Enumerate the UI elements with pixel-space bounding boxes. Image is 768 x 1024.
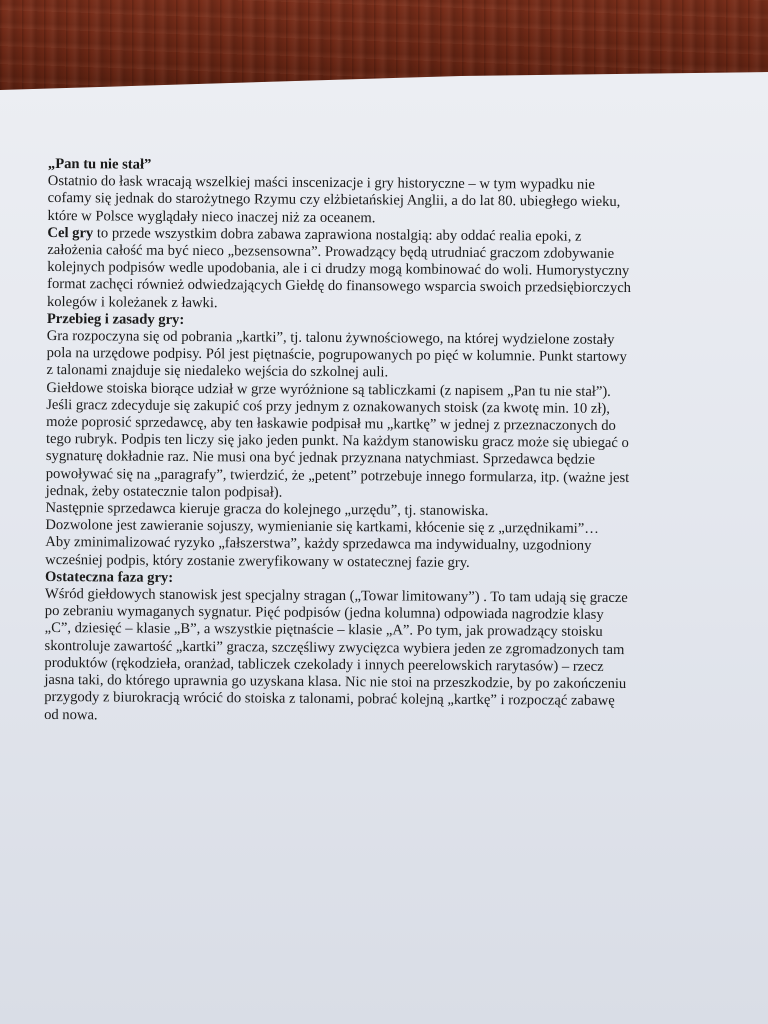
text-segment: jasna taki, do którego uprawnia go uzyskana klasa. Nic nie stoi na przeszkodzie, by po zakończeniu — [44, 672, 627, 693]
text-segment: Aby zminimalizować ryzyko „fałszerstwa”, każdy sprzedawca ma indywidualny, uzgodniony — [45, 534, 592, 555]
text-segment: Następnie sprzedawca kieruje gracza do kolejnego „urzędu”, tj. stanowiska. — [45, 500, 489, 520]
text-segment: Gra rozpoczyna się od pobrania „kartki”, tj. talonu żywnościowego, na której wydzielone zostały — [46, 328, 615, 348]
text-segment: po zebraniu wymaganych sygnatur. Pięć podpisów (jedna kolumna) odpowiada nagrodzie klasy — [44, 603, 604, 624]
text-segment: „C”, dziesięć – klasie „B”, a wszystkie piętnaście – klasie „A”. Po tym, jak prowadzący stoisku — [44, 620, 603, 641]
text-segment: sygnaturę dokładnie raz. Nie musi ona być jednak przyznana natychmiast. Sprzedawca będzie — [45, 448, 596, 469]
text-segment: od nowa. — [44, 706, 98, 723]
text-segment: Ostatnio do łask wracają wszelkiej maści inscenizacje i gry historyczne – w tym wypadku nie — [47, 173, 595, 194]
text-segment: założenia całość ma być nieco „bezsensowna”. Prowadzący będą utrudniać graczom zdobywanie — [47, 242, 615, 262]
text-segment: Wśród giełdowych stanowisk jest specjalny stragan („Towar limitowany”) . To tam udają się gracze — [44, 586, 628, 607]
bold-text: Przebieg i zasady gry: — [46, 310, 185, 328]
bold-text: „Pan tu nie stał” — [47, 156, 152, 173]
text-segment: z talonami znajduje się niedaleko wejścia do szkolnej auli. — [46, 362, 389, 381]
text-segment: jednak, żeby ostatecznie talon podpisał). — [45, 482, 283, 501]
document-text — [44, 156, 720, 728]
text-segment: Jeśli gracz zdecyduje się zakupić coś przy jednym z oznakowanych stoisk (za kwotę min. 10 zł), — [46, 396, 611, 417]
text-segment: produktów (rękodzieła, oranżad, tabliczek czekolady i innych peerelowskich rarytasów) – rzecz — [44, 654, 604, 675]
text-segment: Giełdowe stoiska biorące udział w grze wyróżnione są tabliczkami (z napisem „Pan tu nie stał”). — [46, 379, 611, 400]
text-segment: cofamy się jednak do starożytnego Rzymu czy elżbietańskiej Anglii, a do lat 80. ubiegłego wieku, — [47, 190, 621, 211]
bold-text: Cel gry — [47, 224, 94, 242]
text-segment: pola na urzędowe podpisy. Pól jest piętnaście, pogrupowanych po pięć w kolumnie. Punkt startowy — [46, 345, 627, 366]
text-segment: to przede wszystkim dobra zabawa zaprawiona nostalgią: aby oddać realia epoki, z — [93, 225, 582, 245]
text-segment: kolejnych podpisów wedle upodobania, ale i ci drudzy mogą kombinować do woli. Humorystyczny — [47, 259, 630, 280]
text-segment: powoływać się na „paragrafy”, twierdzić, że „petent” potrzebuje innego formularza, itp. (ważne jest — [45, 465, 630, 486]
text-segment: które w Polsce wyglądały nieco inaczej niż za oceanem. — [47, 207, 376, 226]
text-segment: skontroluje zawartość „kartki” gracza, szczęśliwy zwycięzca wybiera jeden ze zgromadzonych tam — [44, 637, 625, 658]
text-segment: może poprosić sprzedawcę, aby ten łaskawie podpisał mu „kartkę” w jednej z przeznaczonych do — [46, 414, 616, 435]
text-segment: przygody z biurokracją wrócić do stoiska z talonami, pobrać kolejną „kartkę” i rozpocząć zabawę — [44, 689, 615, 710]
text-segment: tego rubryk. Podpis ten liczy się jako jeden punkt. Na każdym stanowisku gracz może się ubiegać o — [45, 431, 629, 452]
text-segment: kolegów i koleżanek z ławki. — [46, 293, 218, 311]
text-segment: wcześniej podpis, który zostanie zweryfikowany w ostatecznej fazie gry. — [45, 551, 470, 571]
text-segment: Dozwolone jest zawieranie sojuszy, wymienianie się kartkami, kłócenie się z „urzędnikami”… — [45, 517, 599, 538]
bold-text: Ostateczna faza gry: — [45, 568, 174, 586]
text-segment: format zachęci również odwiedzających Giełdę do finansowego wsparcia swoich przedsiębiorczych — [47, 276, 632, 297]
